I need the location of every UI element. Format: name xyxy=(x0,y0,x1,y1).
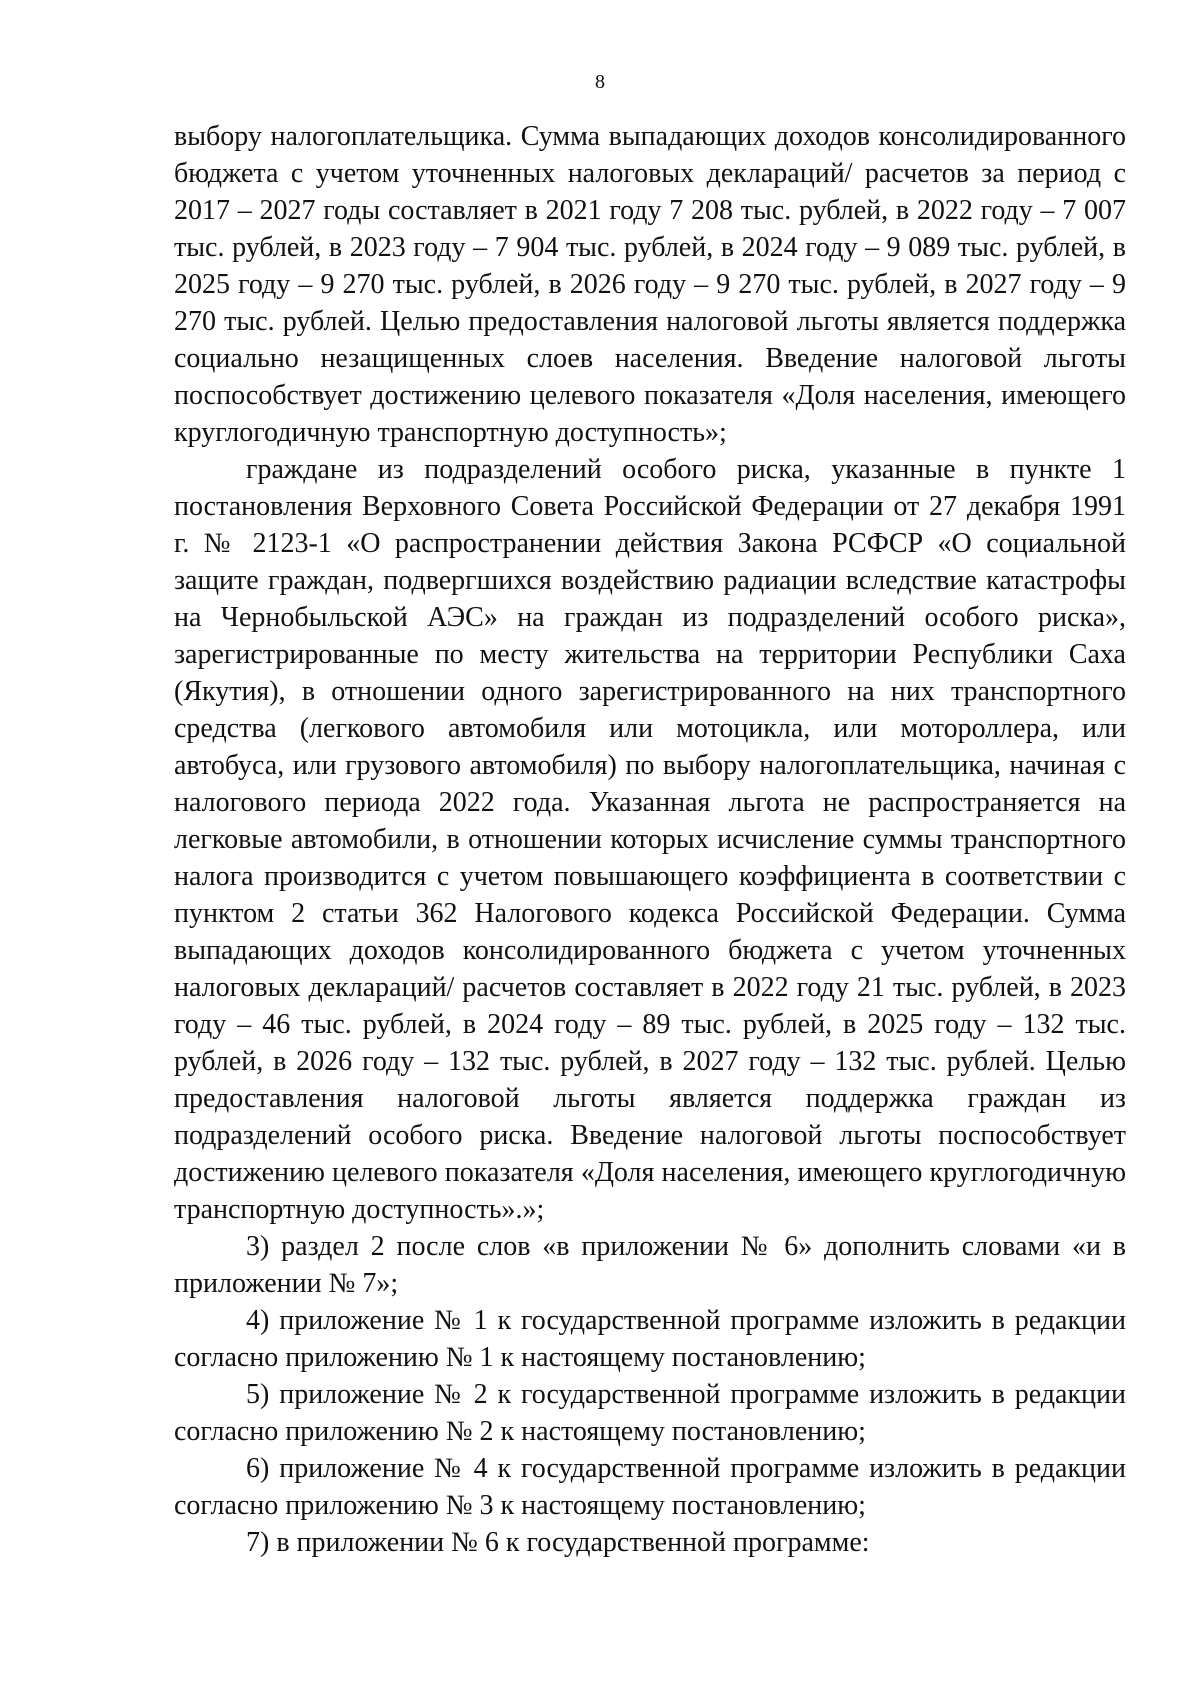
page-number: 8 xyxy=(595,71,605,93)
document-body xyxy=(174,118,1126,1561)
paragraph-item-5: 5) приложение № 2 к государственной программе изложить в редакции согласно приложению № 2 к настоящему постановлению; xyxy=(174,1379,1126,1447)
paragraph-special-risk-citizens: граждане из подразделений особого риска, указанные в пункте 1 постановления Верховного Совета Российской Федерации от 27 декабря 1991 г. № 2123-1 «О распространении действия Закона РСФСР «О социальной защите граждан, подвергшихся воздействию радиации вследствие катастрофы на Чернобыльской АЭС» на граждан из подразделений особого риска», зарегистрированные по месту жительства на территории Республики Саха (Якутия), в отношении одного зарегистрированного на них транспортного средства (легкового автомобиля или мотоцикла, или мотороллера, или автобуса, или грузового автомобиля) по выбору налогоплательщика, начиная с налогового периода 2022 года. Указанная льгота не распространяется на легковые автомобили, в отношении которых исчисление суммы транспортного налога производится с учетом повышающего коэффициента в соответствии с пунктом 2 статьи 362 Налогового кодекса Российской Федерации. Сумма выпадающих доходов консолидированного бюджета с учетом уточненных налоговых деклараций/ расчетов составляет в 2022 году 21 тыс. рублей, в 2023 году – 46 тыс. рублей, в 2024 году – 89 тыс. рублей, в 2025 году – 132 тыс. рублей, в 2026 году – 132 тыс. рублей, в 2027 году – 132 тыс. рублей. Целью предоставления налоговой льготы является поддержка граждан из подразделений особого риска. Введение налоговой льготы поспособствует достижению целевого показателя «Доля населения, имеющего круглогодичную транспортную доступность».»; xyxy=(174,454,1126,1225)
paragraph-item-3: 3) раздел 2 после слов «в приложении № 6» дополнить словами «и в приложении № 7»; xyxy=(174,1231,1126,1299)
paragraph-item-6: 6) приложение № 4 к государственной программе изложить в редакции согласно приложению № 3 к настоящему постановлению; xyxy=(174,1453,1126,1521)
paragraph-item-7: 7) в приложении № 6 к государственной программе: xyxy=(246,1527,870,1558)
paragraph-item-4: 4) приложение № 1 к государственной программе изложить в редакции согласно приложению № 1 к настоящему постановлению; xyxy=(174,1305,1126,1373)
paragraph-continuation: выбору налогоплательщика. Сумма выпадающих доходов консолидированного бюджета с учетом уточненных налоговых деклараций/ расчетов за период с 2017 – 2027 годы составляет в 2021 году 7 208 тыс. рублей, в 2022 году – 7 007 тыс. рублей, в 2023 году – 7 904 тыс. рублей, в 2024 году – 9 089 тыс. рублей, в 2025 году – 9 270 тыс. рублей, в 2026 году – 9 270 тыс. рублей, в 2027 году – 9 270 тыс. рублей. Целью предоставления налоговой льготы является поддержка социально незащищенных слоев населения. Введение налоговой льготы поспособствует достижению целевого показателя «Доля населения, имеющего круглогодичную транспортную доступность»; xyxy=(174,121,1126,448)
